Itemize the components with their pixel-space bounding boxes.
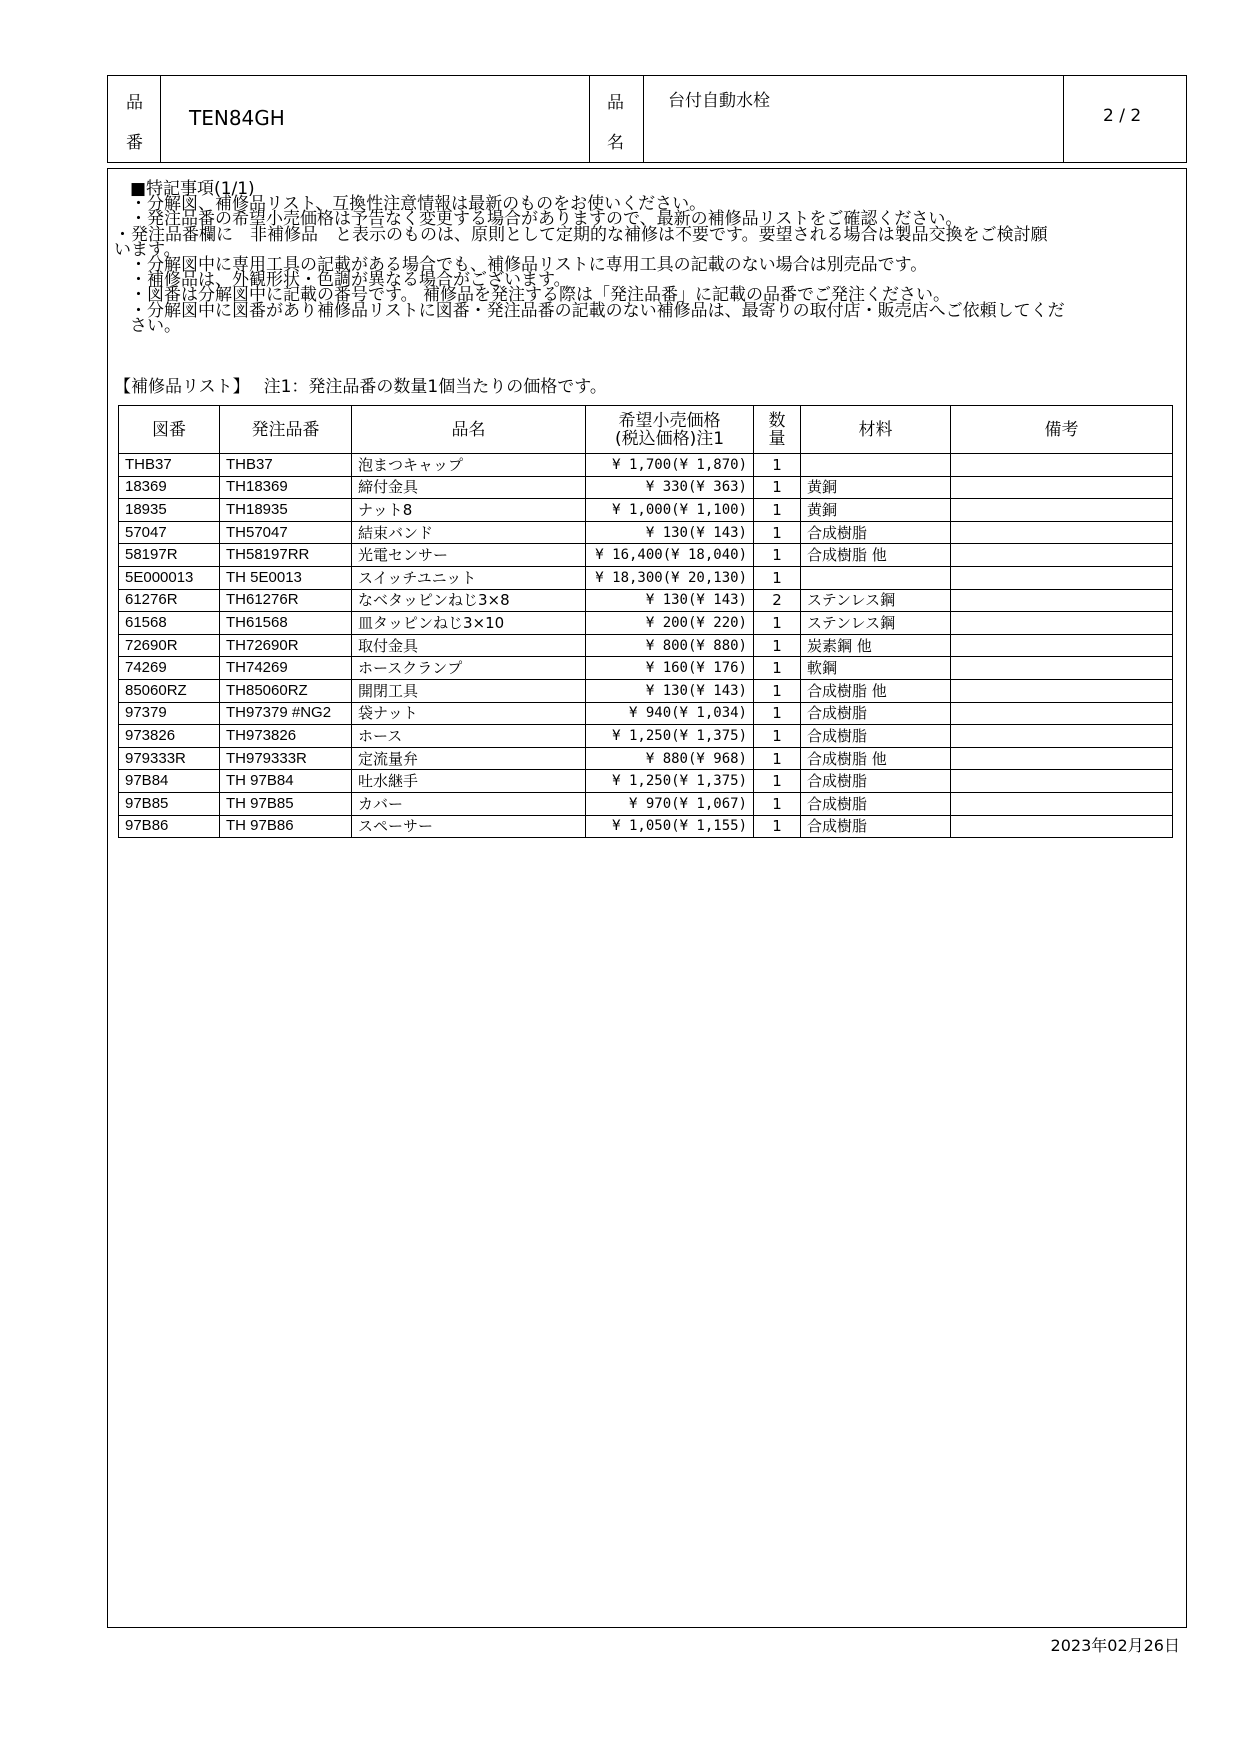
cell-material: 合成樹脂 <box>801 725 951 748</box>
cell-price: ¥ 18,300(¥ 20,130) <box>586 566 754 589</box>
table-row <box>119 747 1173 770</box>
cell-price: ¥ 1,250(¥ 1,375) <box>586 770 754 793</box>
cell-zuban: 97379 <box>119 702 220 725</box>
parts-list-title: 【補修品リスト】 注1：発注品番の数量1個当たりの価格です。 <box>114 377 607 397</box>
cell-name: 吐水継手 <box>352 770 586 793</box>
cell-material <box>801 566 951 589</box>
cell-zuban: 57047 <box>119 521 220 544</box>
cell-order-no: TH85060RZ <box>220 679 352 702</box>
header-divider <box>589 76 590 162</box>
table-row <box>119 702 1173 725</box>
cell-zuban: 979333R <box>119 747 220 770</box>
cell-price: ¥ 880(¥ 968) <box>586 747 754 770</box>
cell-order-no: TH973826 <box>220 725 352 748</box>
cell-remarks <box>951 521 1173 544</box>
cell-qty: 1 <box>754 634 801 657</box>
cell-price: ¥ 1,050(¥ 1,155) <box>586 815 754 838</box>
cell-price: ¥ 130(¥ 143) <box>586 589 754 612</box>
cell-material: 合成樹脂 他 <box>801 747 951 770</box>
cell-zuban: 973826 <box>119 725 220 748</box>
table-row <box>119 612 1173 635</box>
cell-order-no: TH58197RR <box>220 544 352 567</box>
cell-remarks <box>951 792 1173 815</box>
cell-remarks <box>951 725 1173 748</box>
cell-price: ¥ 970(¥ 1,067) <box>586 792 754 815</box>
cell-name: 締付金具 <box>352 476 586 499</box>
cell-order-no: TH 97B84 <box>220 770 352 793</box>
cell-order-no: TH979333R <box>220 747 352 770</box>
cell-price: ¥ 1,000(¥ 1,100) <box>586 499 754 522</box>
notes-line: ・発注品番の希望小売価格は予告なく変更する場合がありますので、最新の補修品リストをご確認ください。 <box>130 209 963 230</box>
cell-price: ¥ 130(¥ 143) <box>586 521 754 544</box>
col-header-price-line: (税込価格)注1 <box>614 428 725 449</box>
cell-material: 合成樹脂 <box>801 792 951 815</box>
cell-material: 軟鋼 <box>801 657 951 680</box>
cell-zuban: 97B85 <box>119 792 220 815</box>
col-header-order-no: 発注品番 <box>220 406 352 454</box>
cell-qty: 1 <box>754 770 801 793</box>
cell-price: ¥ 330(¥ 363) <box>586 476 754 499</box>
cell-qty: 1 <box>754 544 801 567</box>
part-name-label: 名 <box>607 133 624 153</box>
cell-material: 黄銅 <box>801 499 951 522</box>
cell-name: 取付金具 <box>352 634 586 657</box>
cell-zuban: 72690R <box>119 634 220 657</box>
cell-material: 炭素鋼 他 <box>801 634 951 657</box>
col-header-qty-line: 量 <box>768 428 786 449</box>
header-divider <box>643 76 644 162</box>
cell-material: 黄銅 <box>801 476 951 499</box>
cell-name: 皿タッピンねじ3×10 <box>352 612 586 635</box>
header-divider <box>1063 76 1064 162</box>
table-row <box>119 770 1173 793</box>
notes-line: ・分解図中に専用工具の記載がある場合でも、補修品リストに専用工具の記載のない場合は別売品です。 <box>130 255 928 276</box>
cell-order-no: THB37 <box>220 454 352 477</box>
cell-remarks <box>951 499 1173 522</box>
cell-zuban: 74269 <box>119 657 220 680</box>
table-row <box>119 544 1173 567</box>
cell-name: ナット8 <box>352 499 586 522</box>
cell-zuban: 5E000013 <box>119 566 220 589</box>
cell-zuban: 97B86 <box>119 815 220 838</box>
parts-table <box>118 405 1173 838</box>
cell-remarks <box>951 476 1173 499</box>
special-notes <box>114 179 1170 336</box>
table-row <box>119 634 1173 657</box>
cell-material: 合成樹脂 <box>801 815 951 838</box>
cell-order-no: TH61568 <box>220 612 352 635</box>
cell-order-no: TH72690R <box>220 634 352 657</box>
part-no-label: 品 <box>126 93 143 113</box>
cell-qty: 1 <box>754 476 801 499</box>
cell-material: ステンレス鋼 <box>801 612 951 635</box>
cell-price: ¥ 1,700(¥ 1,870) <box>586 454 754 477</box>
cell-material: ステンレス鋼 <box>801 589 951 612</box>
table-row <box>119 815 1173 838</box>
cell-material: 合成樹脂 <box>801 521 951 544</box>
notes-line: さい。 <box>130 315 181 336</box>
cell-name: 光電センサー <box>352 544 586 567</box>
table-row <box>119 657 1173 680</box>
cell-remarks <box>951 566 1173 589</box>
cell-price: ¥ 940(¥ 1,034) <box>586 702 754 725</box>
cell-order-no: TH97379 #NG2 <box>220 702 352 725</box>
cell-order-no: TH74269 <box>220 657 352 680</box>
table-row <box>119 499 1173 522</box>
cell-material: 合成樹脂 <box>801 770 951 793</box>
cell-qty: 1 <box>754 612 801 635</box>
col-header-qty <box>754 406 801 454</box>
cell-order-no: TH18935 <box>220 499 352 522</box>
cell-qty: 1 <box>754 679 801 702</box>
document-header <box>107 75 1187 163</box>
cell-price: ¥ 160(¥ 176) <box>586 657 754 680</box>
cell-remarks <box>951 747 1173 770</box>
table-row <box>119 792 1173 815</box>
cell-order-no: TH 5E0013 <box>220 566 352 589</box>
cell-zuban: 58197R <box>119 544 220 567</box>
cell-remarks <box>951 454 1173 477</box>
cell-name: 開閉工具 <box>352 679 586 702</box>
part-no-label: 番 <box>126 133 143 153</box>
cell-price: ¥ 16,400(¥ 18,040) <box>586 544 754 567</box>
table-header-row <box>119 406 1173 454</box>
table-row <box>119 476 1173 499</box>
page-number: 2 / 2 <box>1103 106 1142 126</box>
cell-price: ¥ 130(¥ 143) <box>586 679 754 702</box>
table-row <box>119 454 1173 477</box>
cell-qty: 1 <box>754 499 801 522</box>
table-row <box>119 566 1173 589</box>
col-header-qty-line: 数 <box>768 410 786 431</box>
cell-order-no: TH 97B85 <box>220 792 352 815</box>
cell-remarks <box>951 612 1173 635</box>
cell-qty: 1 <box>754 747 801 770</box>
cell-order-no: TH18369 <box>220 476 352 499</box>
cell-remarks <box>951 657 1173 680</box>
notes-line: ・発注品番欄に 非補修品 と表示のものは、原則として定期的な補修は不要です。要望される場合は製品交換をご検討願 <box>114 224 1048 245</box>
cell-qty: 2 <box>754 589 801 612</box>
table-row <box>119 521 1173 544</box>
cell-material <box>801 454 951 477</box>
cell-zuban: 61568 <box>119 612 220 635</box>
table-row <box>119 725 1173 748</box>
issue-date: 2023年02月26日 <box>1050 1636 1180 1655</box>
cell-remarks <box>951 544 1173 567</box>
cell-name: 泡まつキャップ <box>352 454 586 477</box>
col-header-zuban: 図番 <box>119 406 220 454</box>
cell-remarks <box>951 634 1173 657</box>
cell-remarks <box>951 702 1173 725</box>
col-header-material: 材料 <box>801 406 951 454</box>
notes-line: ・補修品は、外観形状・色調が異なる場合がございます。 <box>130 270 571 291</box>
table-row <box>119 679 1173 702</box>
cell-qty: 1 <box>754 657 801 680</box>
notes-line: います。 <box>114 239 181 260</box>
col-header-name: 品名 <box>352 406 586 454</box>
cell-qty: 1 <box>754 454 801 477</box>
col-header-price-line: 希望小売価格 <box>618 410 721 431</box>
table-row <box>119 589 1173 612</box>
cell-remarks <box>951 815 1173 838</box>
cell-name: 定流量弁 <box>352 747 586 770</box>
cell-zuban: 61276R <box>119 589 220 612</box>
cell-order-no: TH 97B86 <box>220 815 352 838</box>
cell-zuban: 85060RZ <box>119 679 220 702</box>
cell-price: ¥ 800(¥ 880) <box>586 634 754 657</box>
part-name: 台付自動水栓 <box>668 91 770 111</box>
header-divider <box>160 76 161 162</box>
cell-remarks <box>951 679 1173 702</box>
cell-remarks <box>951 589 1173 612</box>
cell-zuban: THB37 <box>119 454 220 477</box>
cell-zuban: 18369 <box>119 476 220 499</box>
cell-qty: 1 <box>754 815 801 838</box>
cell-qty: 1 <box>754 702 801 725</box>
cell-remarks <box>951 770 1173 793</box>
cell-name: スイッチユニット <box>352 566 586 589</box>
cell-qty: 1 <box>754 792 801 815</box>
part-number: TEN84GH <box>189 106 285 130</box>
cell-qty: 1 <box>754 566 801 589</box>
notes-line: ・分解図中に図番があり補修品リストに図番・発注品番の記載のない補修品は、最寄りの取付店・販売店へご依頼してくだ <box>130 300 1065 321</box>
cell-qty: 1 <box>754 725 801 748</box>
cell-order-no: TH57047 <box>220 521 352 544</box>
cell-name: カバー <box>352 792 586 815</box>
cell-material: 合成樹脂 他 <box>801 544 951 567</box>
cell-material: 合成樹脂 <box>801 702 951 725</box>
cell-material: 合成樹脂 他 <box>801 679 951 702</box>
cell-order-no: TH61276R <box>220 589 352 612</box>
part-name-label: 品 <box>607 93 624 113</box>
cell-qty: 1 <box>754 521 801 544</box>
cell-name: ホース <box>352 725 586 748</box>
cell-name: なベタッピンねじ3×8 <box>352 589 586 612</box>
notes-line: ・分解図、補修品リスト、互換性注意情報は最新のものをお使いください。 <box>130 194 707 215</box>
cell-price: ¥ 1,250(¥ 1,375) <box>586 725 754 748</box>
cell-name: 結束バンド <box>352 521 586 544</box>
col-header-price <box>586 406 754 454</box>
cell-name: ホースクランプ <box>352 657 586 680</box>
cell-zuban: 97B84 <box>119 770 220 793</box>
cell-price: ¥ 200(¥ 220) <box>586 612 754 635</box>
notes-title: ■特記事項(1/1) <box>130 179 255 199</box>
cell-name: 袋ナット <box>352 702 586 725</box>
notes-line: ・図番は分解図中に記載の番号です。 補修品を発注する際は「発注品番」に記載の品番でご発注ください。 <box>130 285 951 306</box>
cell-zuban: 18935 <box>119 499 220 522</box>
col-header-remarks: 備考 <box>951 406 1173 454</box>
cell-name: スペーサー <box>352 815 586 838</box>
